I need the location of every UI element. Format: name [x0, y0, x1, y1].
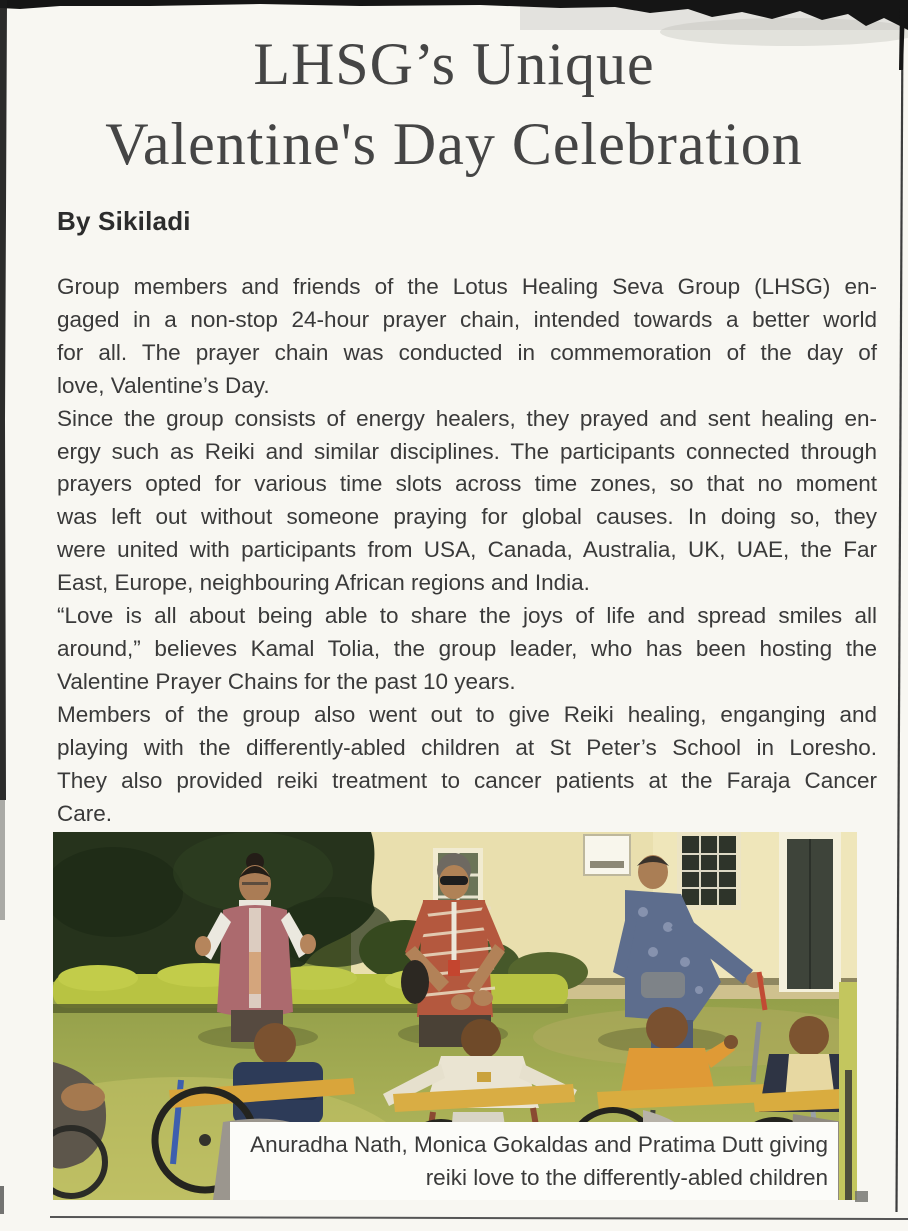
photo-door [779, 832, 841, 992]
article-photo [53, 832, 857, 1200]
body-line: Since the group consists of energy healers, they prayed and sent healing en- [57, 405, 877, 431]
paragraph-4 [57, 699, 877, 831]
body-line: Members of the group also went out to give Reiki healing, enganging and [57, 701, 877, 727]
body-line: for all. The prayer chain was conducted in commemoration of the day of [57, 339, 877, 365]
caption-line-1: Anuradha Nath, Monica Gokaldas and Pratima Dutt giving [250, 1132, 828, 1157]
body-line: love, Valentine’s Day. [57, 372, 270, 398]
body-line: prayers opted for various time slots across time zones, so that no moment [57, 471, 877, 497]
body-line: East, Europe, neighbouring African regions and India. [57, 570, 590, 596]
caption-line-2: reiki love to the differently-abled children [425, 1165, 828, 1190]
body-line: Care. [57, 800, 113, 826]
body-line: were united with participants from USA, Canada, Australia, UK, UAE, the Far [57, 537, 877, 563]
body-line: around,” believes Kamal Tolia, the group leader, who has been hosting the [57, 635, 877, 661]
body-line: They also provided reiki treatment to cancer patients at the Faraja Cancer [57, 767, 877, 793]
body-line: gaged in a non-stop 24-hour prayer chain, intended towards a better world [57, 306, 877, 332]
body-line: “Love is all about being able to share the joys of life and spread smiles all [57, 603, 877, 629]
title-line-1: LHSG’s Unique [253, 31, 655, 97]
photo-caption [230, 1122, 838, 1200]
body-line: Valentine Prayer Chains for the past 10 years. [57, 668, 516, 694]
photo-right-strip [839, 982, 857, 1200]
body-line: Group members and friends of the Lotus Healing Seva Group (LHSG) en- [57, 274, 877, 299]
photo-window-right [677, 832, 741, 910]
body-line: ergy such as Reiki and similar disciplines. The participants connected through [57, 438, 877, 464]
photo-wall-box [584, 835, 630, 875]
article-title [0, 24, 908, 184]
title-line-2: Valentine's Day Celebration [105, 111, 803, 177]
byline: By Sikiladi [57, 206, 191, 236]
paragraph-2 [57, 403, 877, 600]
article-body [57, 271, 877, 830]
paragraph-3 [57, 600, 877, 699]
paragraph-1 [57, 271, 877, 403]
body-line: was left out without someone praying for global causes. In doing so, they [57, 504, 877, 530]
body-line: playing with the differently-abled children at St Peter’s School in Loresho. [57, 734, 877, 760]
